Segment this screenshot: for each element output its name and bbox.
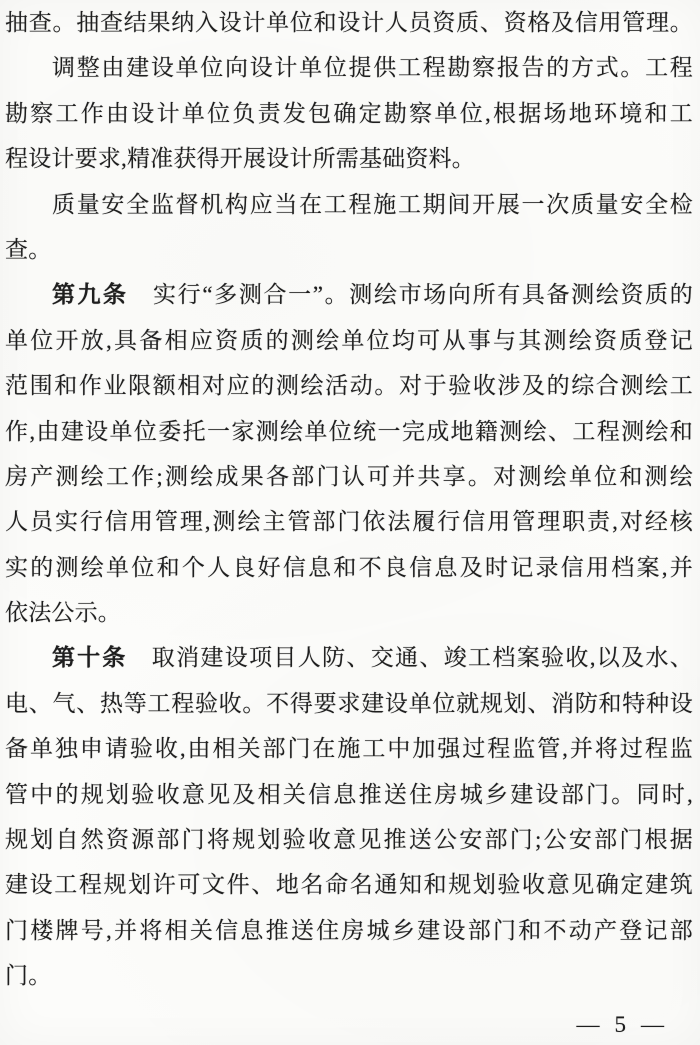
line-text: 范围和作业限额相对应的测绘活动。对于验收涉及的综合测绘工 xyxy=(5,373,693,399)
line-text: 依法公示。 xyxy=(5,600,121,626)
text-line xyxy=(5,681,693,726)
line-text: 建设工程规划许可文件、地名命名通知和规划验收意见确定建筑 xyxy=(5,872,693,898)
text-line xyxy=(5,635,693,680)
article-number: 第十条 xyxy=(52,644,128,671)
text-line xyxy=(5,545,693,590)
line-text: 单位开放,具备相应资质的测绘单位均可从事与其测绘资质登记 xyxy=(5,327,693,353)
footer-dash-right: — xyxy=(641,1012,664,1037)
line-text: 勘察工作由设计单位负责发包确定勘察单位,根据场地环境和工 xyxy=(5,100,693,126)
text-line xyxy=(5,363,693,408)
text-line xyxy=(5,590,693,635)
line-text: 备单独申请验收,由相关部门在施工中加强过程监管,并将过程监 xyxy=(5,736,693,762)
line-text: 实行“多测合一”。测绘市场向所有具备测绘资质的 xyxy=(128,282,693,308)
page-footer xyxy=(577,1010,665,1040)
text-line xyxy=(5,45,693,90)
text-line xyxy=(5,726,693,771)
body-text xyxy=(5,0,693,999)
article-number: 第九条 xyxy=(52,281,129,308)
text-line xyxy=(5,772,693,817)
text-line xyxy=(5,0,693,45)
line-text: 规划自然资源部门将规划验收意见推送公安部门;公安部门根据 xyxy=(5,827,693,853)
line-text: 电、气、热等工程验收。不得要求建设单位就规划、消防和特种设 xyxy=(5,690,693,716)
text-line xyxy=(5,182,693,227)
text-line xyxy=(5,908,693,953)
text-line xyxy=(5,227,693,272)
text-line xyxy=(5,862,693,907)
page-number: 5 xyxy=(614,1012,626,1037)
text-line xyxy=(5,817,693,862)
text-line xyxy=(5,409,693,454)
line-text: 质量安全监督机构应当在工程施工期间开展一次质量安全检 xyxy=(52,191,693,217)
text-line xyxy=(5,499,693,544)
text-line xyxy=(5,272,693,317)
text-line xyxy=(5,91,693,136)
line-text: 程设计要求,精准获得开展设计所需基础资料。 xyxy=(5,146,475,172)
text-line xyxy=(5,318,693,363)
line-text: 实的测绘单位和个人良好信息和不良信息及时记录信用档案,并 xyxy=(5,554,693,580)
line-text: 抽查。抽查结果纳入设计单位和设计人员资质、资格及信用管理。 xyxy=(5,10,693,35)
line-text: 取消建设项目人防、交通、竣工档案验收,以及水、 xyxy=(127,645,693,671)
line-text: 作,由建设单位委托一家测绘单位统一完成地籍测绘、工程测绘和 xyxy=(5,418,693,444)
line-text: 房产测绘工作;测绘成果各部门认可并共享。对测绘单位和测绘 xyxy=(5,463,693,489)
text-line xyxy=(5,454,693,499)
line-text: 调整由建设单位向设计单位提供工程勘察报告的方式。工程 xyxy=(52,55,693,81)
line-text: 查。 xyxy=(5,236,52,262)
text-line xyxy=(5,953,693,998)
footer-dash-left: — xyxy=(576,1012,600,1037)
line-text: 人员实行信用管理,测绘主管部门依法履行信用管理职责,对经核 xyxy=(5,509,693,535)
line-text: 门。 xyxy=(5,963,52,989)
line-text: 管中的规划验收意见及相关信息推送住房城乡建设部门。同时, xyxy=(5,781,693,807)
line-text: 门楼牌号,并将相关信息推送住房城乡建设部门和不动产登记部 xyxy=(5,917,693,943)
text-line xyxy=(5,136,693,181)
